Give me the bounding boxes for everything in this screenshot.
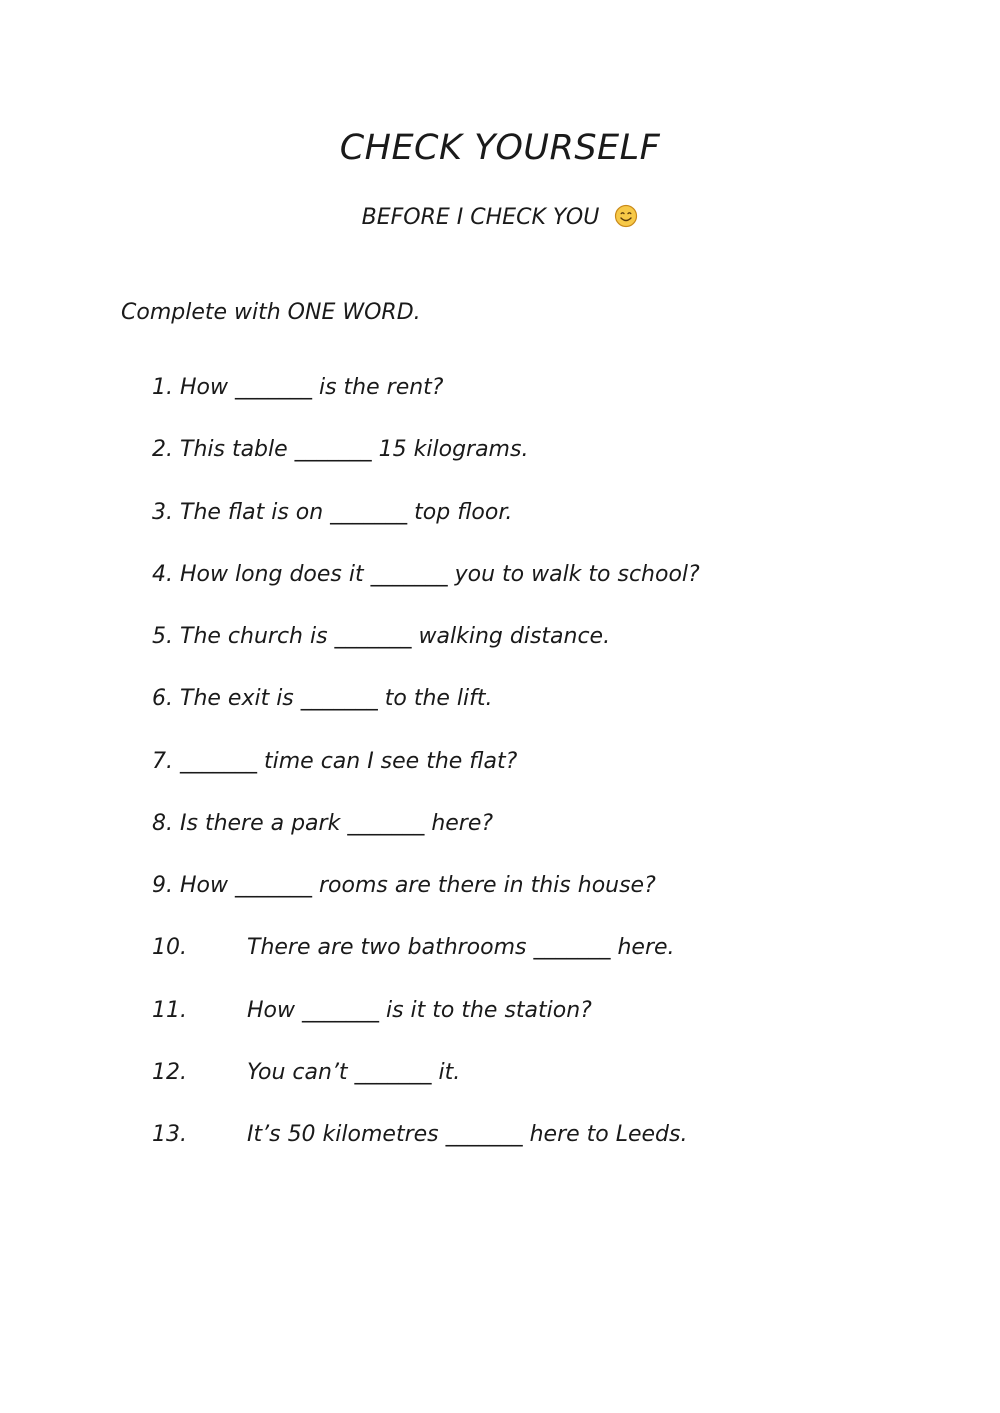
item-sentence: It’s 50 kilometres _______ here to Leeds. [247, 1122, 688, 1147]
item-number: 4. [152, 562, 173, 587]
exercise-item-9 [152, 873, 656, 898]
exercise-item-13 [152, 1122, 687, 1147]
item-number: 3. [152, 500, 173, 525]
item-number: 8. [152, 811, 173, 836]
exercise-item-8 [152, 811, 493, 836]
exercise-item-3 [152, 500, 512, 525]
item-sentence: The church is _______ walking distance. [180, 624, 611, 649]
page-title: CHECK YOURSELF [339, 128, 661, 168]
item-sentence: The flat is on _______ top floor. [180, 500, 513, 525]
item-number: 13. [152, 1122, 187, 1147]
item-sentence: There are two bathrooms _______ here. [247, 935, 675, 960]
item-sentence: How long does it _______ you to walk to school? [180, 562, 700, 587]
item-sentence: _______ time can I see the flat? [180, 749, 518, 774]
item-sentence: You can’t _______ it. [247, 1060, 461, 1085]
item-sentence: Is there a park _______ here? [180, 811, 494, 836]
smiley-face-icon [614, 204, 638, 228]
item-sentence: How _______ is it to the station? [247, 998, 592, 1023]
item-number: 10. [152, 935, 187, 960]
item-number: 5. [152, 624, 173, 649]
exercise-item-2 [152, 437, 528, 462]
instruction-text: Complete with ONE WORD. [121, 300, 421, 325]
page-subtitle [0, 204, 1000, 230]
exercise-item-5 [152, 624, 610, 649]
item-number: 2. [152, 437, 173, 462]
item-sentence: The exit is _______ to the lift. [180, 686, 493, 711]
item-number: 6. [152, 686, 173, 711]
exercise-item-11 [152, 998, 592, 1023]
item-number: 9. [152, 873, 173, 898]
subtitle-text: BEFORE I CHECK YOU [361, 205, 600, 230]
item-sentence: How _______ rooms are there in this house? [180, 873, 656, 898]
exercise-item-4 [152, 562, 700, 587]
item-sentence: How _______ is the rent? [180, 375, 444, 400]
item-number: 7. [152, 749, 173, 774]
exercise-item-10 [152, 935, 675, 960]
exercise-item-12 [152, 1060, 460, 1085]
item-number: 12. [152, 1060, 187, 1085]
item-number: 11. [152, 998, 187, 1023]
item-number: 1. [152, 375, 173, 400]
exercise-item-1 [152, 375, 443, 400]
item-sentence: This table _______ 15 kilograms. [180, 437, 529, 462]
exercise-item-7 [152, 749, 517, 774]
exercise-item-6 [152, 686, 493, 711]
